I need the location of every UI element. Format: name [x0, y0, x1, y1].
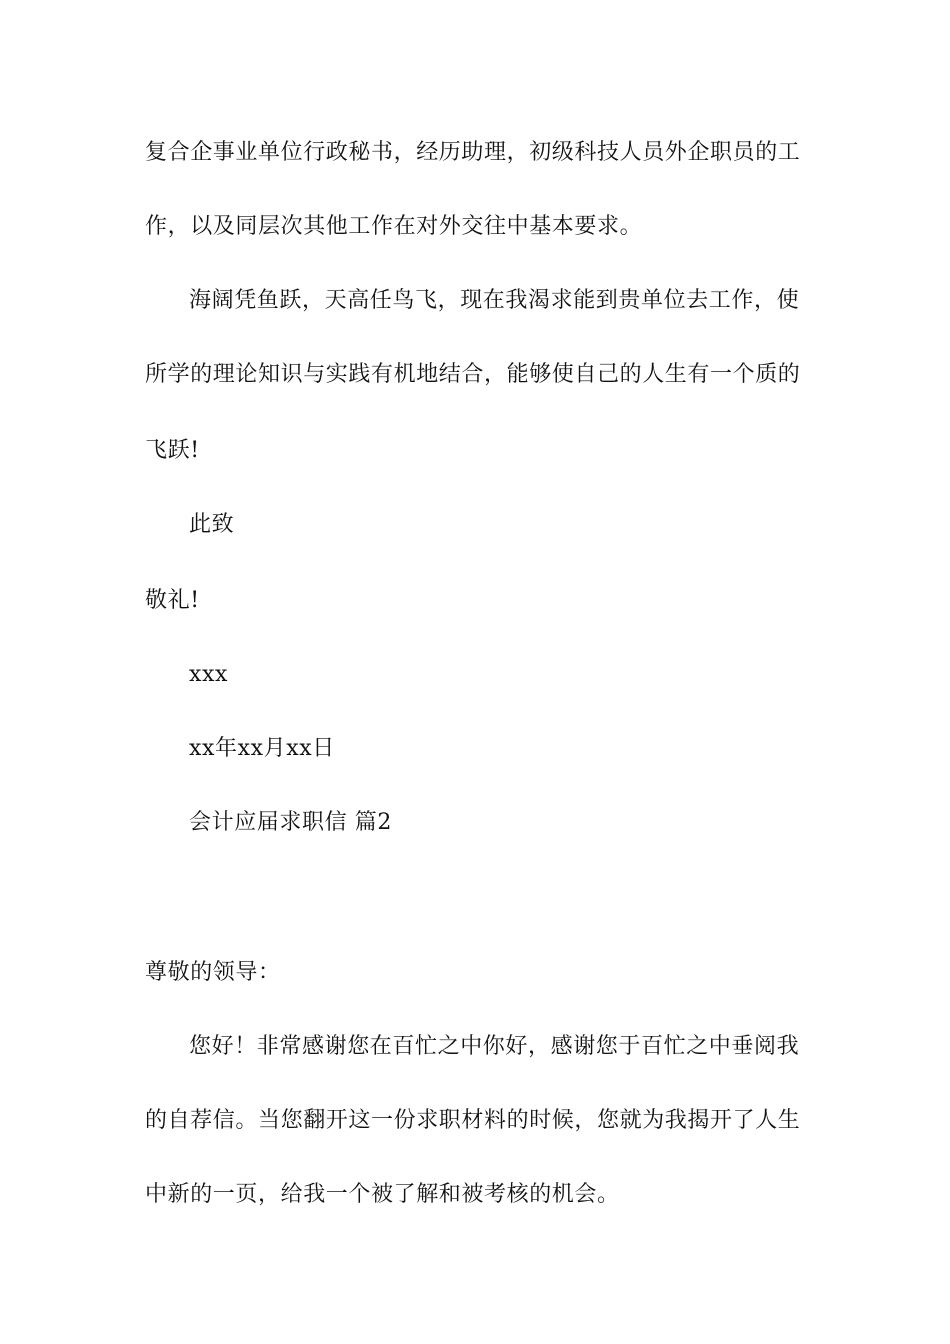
paragraph-line: 复合企事业单位行政秘书，经历助理，初级科技人员外企职员的工	[145, 140, 801, 165]
greeting: 尊敬的领导：	[145, 960, 281, 985]
closing-salutation: 此致	[189, 512, 235, 537]
signature-name: xxx	[189, 662, 229, 687]
paragraph-line: 所学的理论知识与实践有机地结合，能够使自己的人生有一个质的	[145, 362, 801, 387]
paragraph-line: 作，以及同层次其他工作在对外交往中基本要求。	[145, 214, 643, 239]
paragraph-line: 您好！非常感谢您在百忙之中你好，感谢您于百忙之中垂阅我	[189, 1034, 800, 1059]
paragraph-line: 的自荐信。当您翻开这一份求职材料的时候，您就为我揭开了人生	[145, 1108, 801, 1133]
paragraph-line: 海阔凭鱼跃，天高任鸟飞，现在我渴求能到贵单位去工作，使	[189, 288, 800, 313]
paragraph-line: 中新的一页，给我一个被了解和被考核的机会。	[145, 1182, 620, 1207]
paragraph-line: 飞跃!	[145, 438, 200, 463]
closing-regards: 敬礼!	[145, 588, 200, 613]
section-heading: 会计应届求职信 篇2	[189, 810, 392, 835]
signature-date: xx年xx月xx日	[189, 736, 335, 761]
